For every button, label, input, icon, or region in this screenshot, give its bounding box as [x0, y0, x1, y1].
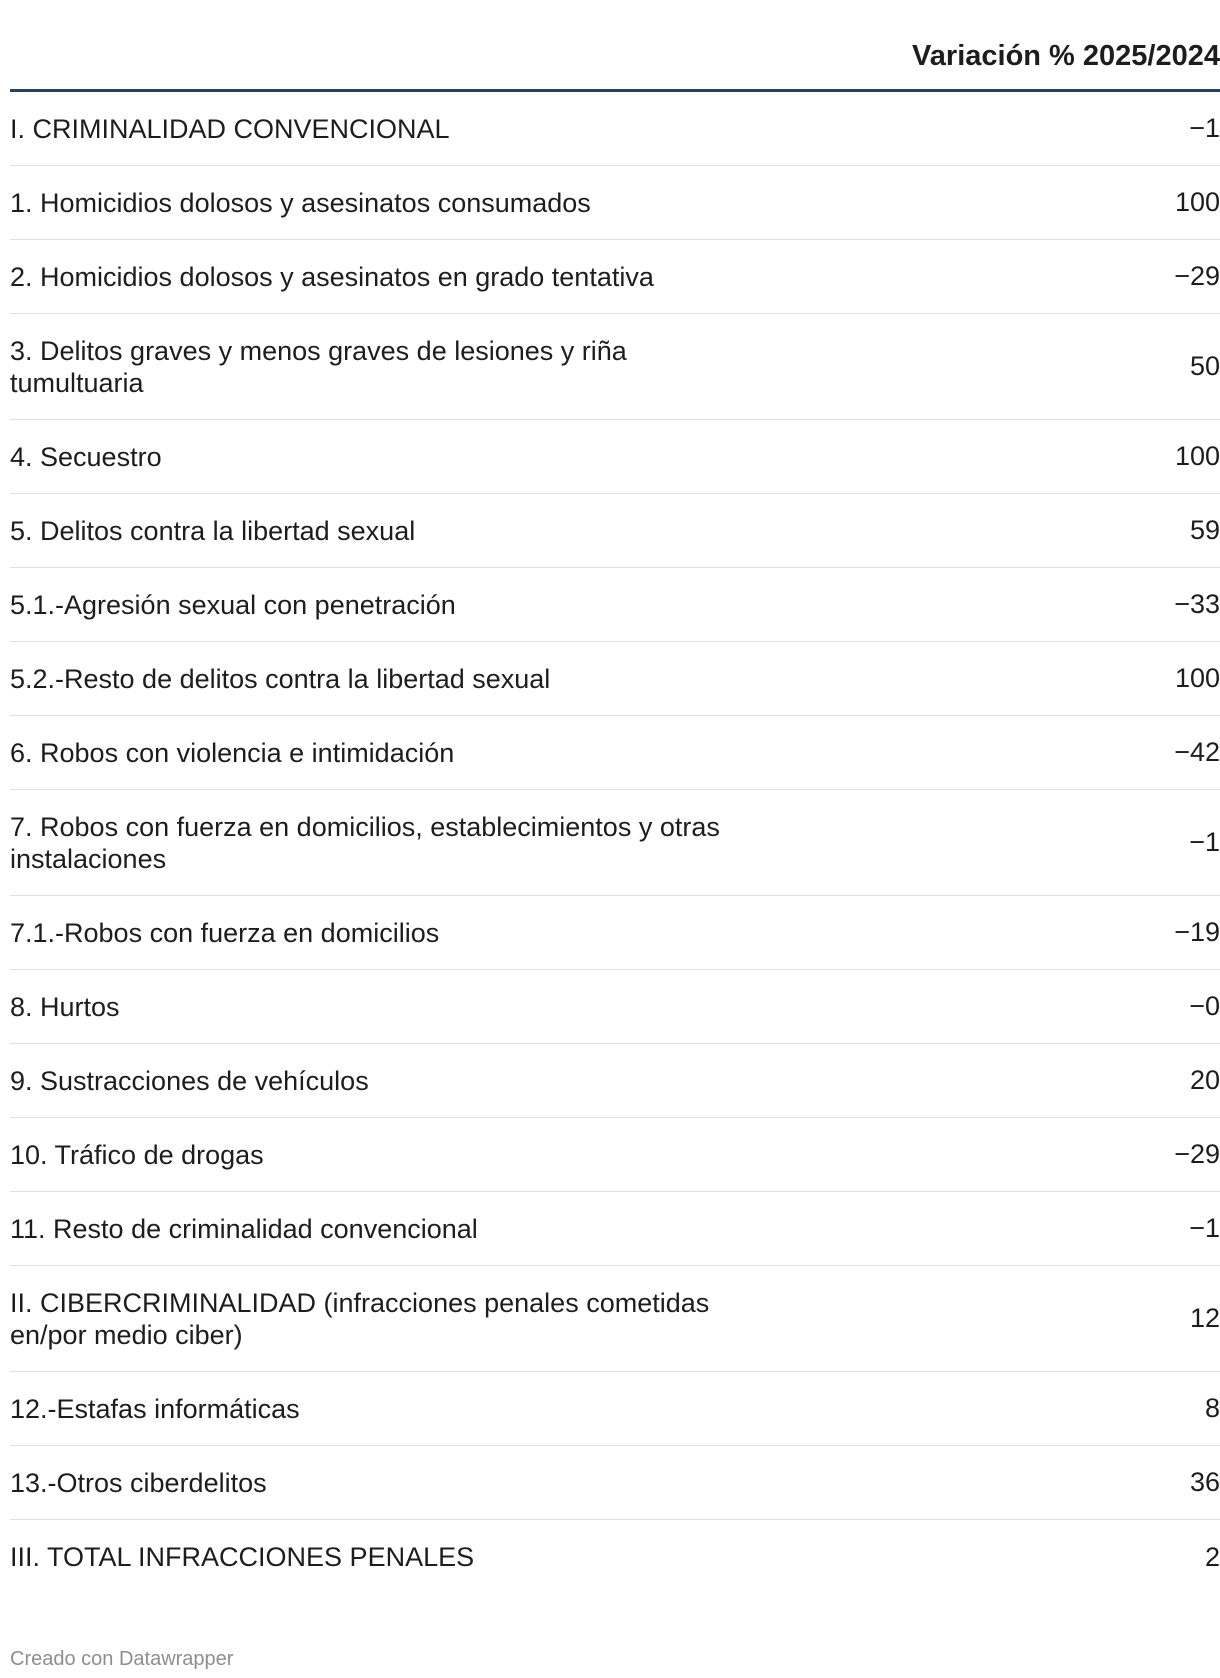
table-row [10, 1192, 1220, 1266]
table-row [10, 896, 1220, 970]
table-row [10, 1118, 1220, 1192]
row-label: 13.-Otros ciberdelitos [10, 1467, 267, 1498]
row-label: II. CIBERCRIMINALIDAD (infracciones penales cometidas en/por medio ciber) [10, 1287, 710, 1350]
row-label: 7.1.-Robos con fuerza en domicilios [10, 917, 440, 948]
row-value: 100 [1174, 441, 1220, 471]
row-value: −1 [1189, 1213, 1220, 1243]
row-value: −19 [1174, 917, 1220, 947]
row-value: 50 [1189, 351, 1220, 381]
row-value: 100 [1174, 187, 1220, 217]
row-value: −1 [1189, 827, 1220, 857]
table-row [10, 494, 1220, 568]
table-row [10, 1266, 1220, 1372]
table-row [10, 314, 1220, 420]
row-value: 100 [1174, 663, 1220, 693]
row-value: 20 [1189, 1065, 1220, 1095]
row-value: −33 [1174, 589, 1220, 619]
table-row [10, 166, 1220, 240]
table-row [10, 92, 1220, 166]
row-value: 8 [1204, 1393, 1220, 1423]
row-label: 12.-Estafas informáticas [10, 1393, 300, 1424]
table-row [10, 642, 1220, 716]
row-value: −42 [1174, 737, 1220, 767]
row-value: 59 [1189, 515, 1220, 545]
row-label: 9. Sustracciones de vehículos [10, 1065, 369, 1096]
table-row [10, 568, 1220, 642]
row-value: −1 [1189, 113, 1220, 143]
row-value: 12 [1189, 1303, 1220, 1333]
table-row [10, 716, 1220, 790]
row-label: 10. Tráfico de drogas [10, 1139, 264, 1170]
row-value: −29 [1174, 261, 1220, 291]
row-label: 8. Hurtos [10, 991, 120, 1022]
table-row [10, 1044, 1220, 1118]
row-label: 6. Robos con violencia e intimidación [10, 737, 455, 768]
table-row [10, 790, 1220, 896]
table-header [10, 40, 1220, 92]
table-row [10, 1520, 1220, 1594]
row-value: −29 [1174, 1139, 1220, 1169]
datawrapper-credit[interactable]: Creado con Datawrapper [10, 1648, 234, 1670]
table-row [10, 970, 1220, 1044]
table-row [10, 240, 1220, 314]
row-label: 4. Secuestro [10, 441, 162, 472]
row-label: 7. Robos con fuerza en domicilios, establecimientos y otras instalaciones [10, 811, 720, 874]
row-label: 5. Delitos contra la libertad sexual [10, 515, 416, 546]
table-container [10, 0, 1220, 1671]
column-header-variation: Variación % 2025/2024 [912, 40, 1220, 72]
row-value: 2 [1204, 1541, 1220, 1572]
row-label: 3. Delitos graves y menos graves de lesiones y riña tumultuaria [10, 335, 627, 398]
table-body [10, 92, 1220, 1594]
row-label: 2. Homicidios dolosos y asesinatos en grado tentativa [10, 261, 654, 292]
row-label: I. CRIMINALIDAD CONVENCIONAL [10, 113, 450, 144]
row-label: 5.1.-Agresión sexual con penetración [10, 589, 456, 620]
row-label: 11. Resto de criminalidad convencional [10, 1213, 478, 1244]
row-label: 1. Homicidios dolosos y asesinatos consumados [10, 187, 591, 218]
table-row [10, 420, 1220, 494]
table-row [10, 1372, 1220, 1446]
row-value: −0 [1189, 991, 1220, 1021]
row-value: 36 [1189, 1467, 1220, 1497]
row-label: 5.2.-Resto de delitos contra la libertad sexual [10, 663, 551, 694]
row-label: III. TOTAL INFRACCIONES PENALES [10, 1542, 475, 1572]
table-row [10, 1446, 1220, 1520]
